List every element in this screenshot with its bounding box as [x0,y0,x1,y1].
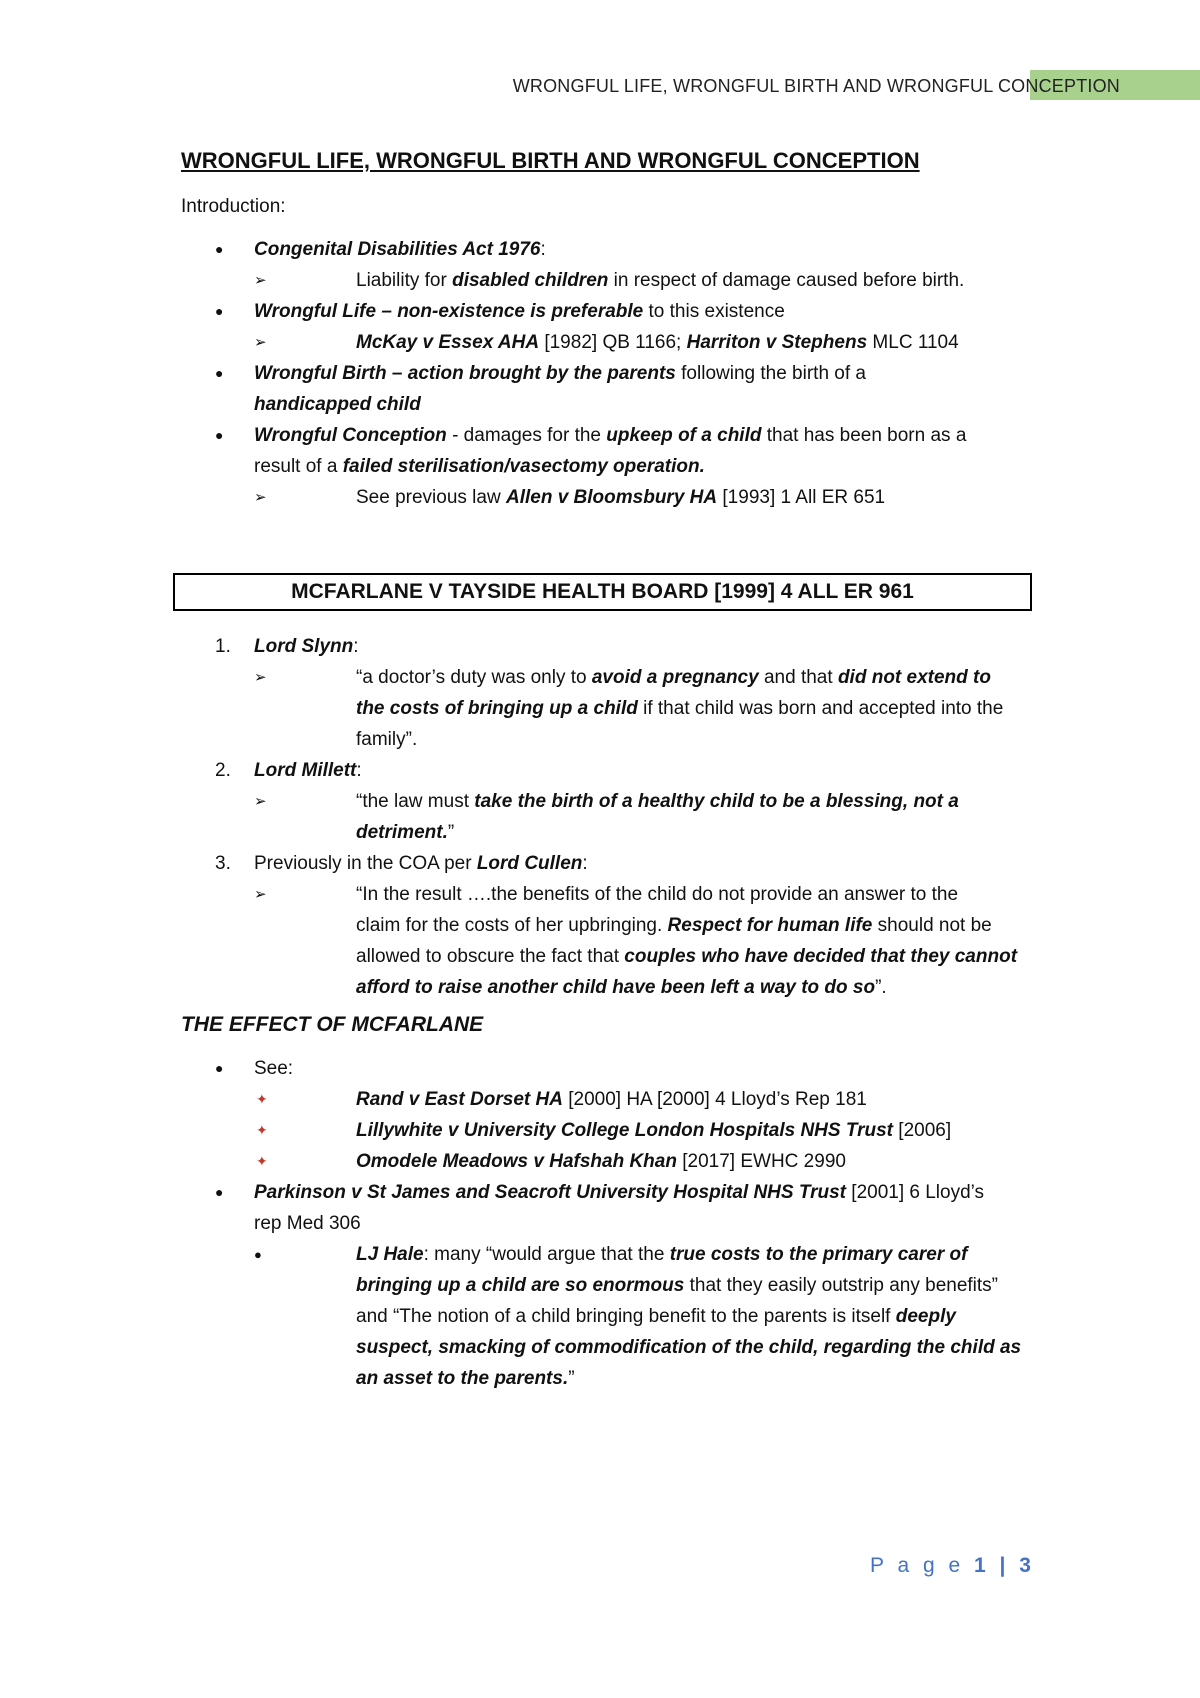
list-item: ✦ Omodele Meadows v Hafshah Khan [2017] EWHC 2990 [181,1146,1041,1177]
list-item: 1. Lord Slynn: [215,636,359,657]
bullet-icon: ● [254,1247,262,1262]
list-item: ➢ “In the result ….the benefits of the child do not provide an answer to the claim for the costs of her upbringing. Respect for human life should not be allowed to obscure the fact that couples who have decided that they cannot afford to raise another child have been left a way to do so”. [181,879,1041,1003]
arrow-icon: ➢ [254,272,267,289]
arrow-icon: ➢ [254,886,267,903]
list-item: ✦ Lillywhite v University College London Hospitals NHS Trust [2006] [181,1115,1041,1146]
page-separator: | [999,1554,1010,1577]
bullet-icon: ● [215,241,224,257]
case-marker-icon: ✦ [256,1122,268,1138]
list-item: ➢ Liability for disabled children in respect of damage caused before birth. [181,265,1041,296]
page-footer [870,1554,1035,1578]
section-heading: THE EFFECT OF MCFARLANE [181,1013,484,1036]
list-item: ● Wrongful Conception - damages for the upkeep of a child that has been born as a result of a failed sterilisation/vasectomy operation. [181,420,1041,482]
list-item: ● Parkinson v St James and Seacroft University Hospital NHS Trust [2001] 6 Lloyd’s rep Med 306 [181,1177,1041,1239]
arrow-icon: ➢ [254,669,267,686]
list-item: ➢ See previous law Allen v Bloomsbury HA [1993] 1 All ER 651 [181,482,1041,513]
page-total: 3 [1019,1554,1035,1577]
list-item: ➢ “the law must take the birth of a healthy child to be a blessing, not a detriment.” [181,786,1041,848]
judges-list [181,631,1041,1003]
list-item: 2. Lord Millett: [215,760,362,781]
case-heading-box: MCFARLANE V TAYSIDE HEALTH BOARD [1999] 4 ALL ER 961 [173,573,1032,611]
header-text: WRONGFUL LIFE, WRONGFUL BIRTH AND WRONGFUL CONCEPTION [512,76,1120,96]
document-title: WRONGFUL LIFE, WRONGFUL BIRTH AND WRONGFUL CONCEPTION [181,148,920,173]
list-item: ● LJ Hale: many “would argue that the true costs to the primary carer of bringing up a child are so enormous that they easily outstrip any benefits” and “The notion of a child bringing benefit to the parents is itself deeply suspect, smacking of commodification of the child, regarding the child as an asset to the parents.” [181,1239,1041,1394]
page-number: 1 [974,1554,990,1577]
page-header [0,74,1200,102]
list-item: ➢ “a doctor’s duty was only to avoid a pregnancy and that did not extend to the costs of bringing up a child if that child was born and accepted into the family”. [181,662,1041,755]
arrow-icon: ➢ [254,793,267,810]
list-item: 3. Previously in the COA per Lord Cullen: [215,853,588,874]
bullet-icon: ● [215,365,224,381]
arrow-icon: ➢ [254,489,267,506]
list-item: ➢ McKay v Essex AHA [1982] QB 1166; Harriton v Stephens MLC 1104 [181,327,1041,358]
list-item: ● See: [181,1053,1041,1084]
bullet-icon: ● [215,427,224,443]
intro-label: Introduction: [181,196,286,217]
document-body [181,148,1041,1394]
list-item: ● Congenital Disabilities Act 1976: [181,234,1041,265]
list-item: ✦ Rand v East Dorset HA [2000] HA [2000] 4 Lloyd’s Rep 181 [181,1084,1041,1115]
bullet-icon: ● [215,303,224,319]
page-word: P a g e [870,1554,965,1577]
list-item: ● Wrongful Birth – action brought by the parents following the birth of a handicapped child [181,358,1041,420]
list-item: ● Wrongful Life – non-existence is preferable to this existence [181,296,1041,327]
case-marker-icon: ✦ [256,1091,268,1107]
arrow-icon: ➢ [254,334,267,351]
effect-list [181,1053,1041,1394]
bullet-icon: ● [215,1184,224,1200]
bullet-icon: ● [215,1060,224,1076]
intro-list [181,234,1041,513]
case-marker-icon: ✦ [256,1153,268,1169]
